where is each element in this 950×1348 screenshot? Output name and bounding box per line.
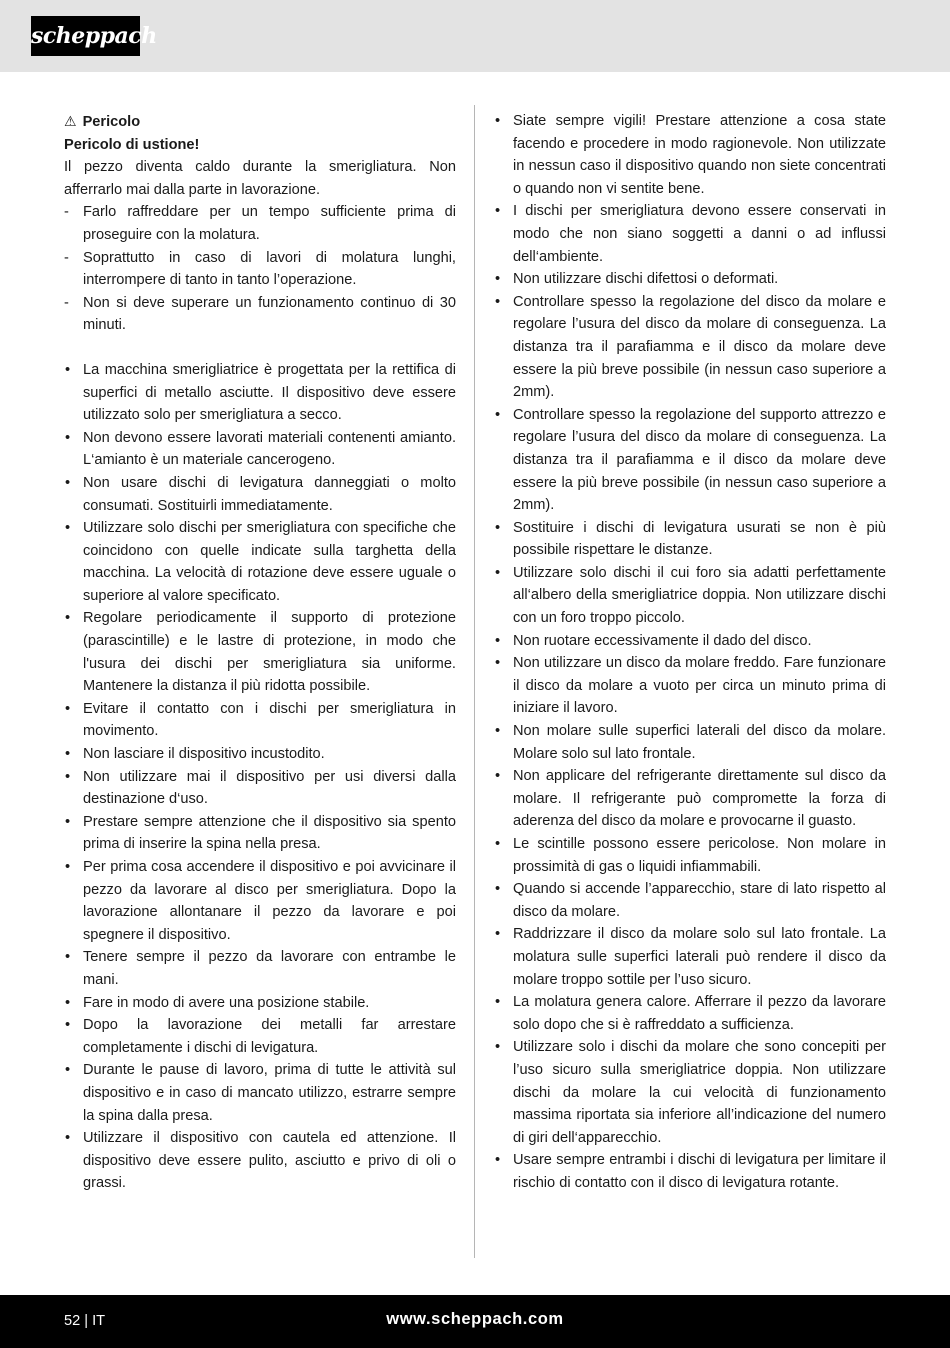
left-bullet-list <box>64 359 456 1195</box>
list-item: • Non utilizzare mai il dispositivo per usi diversi dalla destinazione d‘uso. <box>65 768 456 808</box>
list-item: • Utilizzare il dispositivo con cautela ed attenzione. Il dispositivo deve essere pulito, asciutto e privo di oli o grassi. <box>65 1130 456 1192</box>
list-item: • Usare sempre entrambi i dischi di levigatura per limitare il rischio di contatto con il disco di levigatura rotante. <box>495 1152 886 1191</box>
list-item: • Non utilizzare dischi difettosi o deformati. <box>495 271 779 288</box>
list-item: • Utilizzare solo dischi il cui foro sia adatti perfettamente all‘albero della smerigliatrice doppia. Non utilizzare dischi con un foro troppo piccolo. <box>495 564 886 627</box>
list-item: • Le scintille possono essere pericolose. Non molare in prossimità di gas o liquidi infiammabili. <box>495 836 886 875</box>
list-item: - Non si deve superare un funzionamento continuo di 30 minuti. <box>64 294 456 334</box>
list-item: • Sostituire i dischi di levigatura usurati se non è più possibile rispettare le distanze. <box>495 519 886 559</box>
list-item: • I dischi per smerigliatura devono essere conservati in modo che non siano soggetti a danni o ad influssi dell‘ambiente. <box>495 203 886 265</box>
list-item: • Controllare spesso la regolazione del supporto attrezzo e regolare l’usura del disco da molare di conseguenza. La distanza tra il parafiamma e il disco da molare deve essere la più breve possibile (in nessun caso superiore a 2mm). <box>495 406 886 514</box>
list-item: • Non usare dischi di levigatura danneggiati o molto consumati. Sostituirli immediatamente. <box>65 474 456 514</box>
list-item: - Farlo raffreddare per un tempo sufficiente prima di proseguire con la molatura. <box>64 204 456 243</box>
list-item: • Per prima cosa accendere il dispositivo e poi avvicinare il pezzo da lavorare al disco per smerigliatura. Dopo la lavorazione allontanare il pezzo da lavorare e poi spegnere il dispositivo. <box>65 859 456 943</box>
left-column <box>64 110 456 1195</box>
list-item: • Durante le pause di lavoro, prima di tutte le attività sul dispositivo e in caso di mancato utilizzo, estrarre sempre la spina dalla presa. <box>65 1062 456 1124</box>
list-item: • Raddrizzare il disco da molare solo sul lato frontale. La molatura sulle superfici laterali può rendere il disco da molare troppo sottile per l’uso sicuro. <box>495 926 886 988</box>
warning-triangle-icon: ⚠ <box>64 113 77 129</box>
website-link[interactable]: www.scheppach.com <box>386 1310 564 1328</box>
page-footer <box>0 1295 950 1348</box>
list-item: • La macchina smerigliatrice è progettata per la rettifica di superfici di metallo asciutte. Il dispositivo deve essere utilizzato solo per smerigliatura a secco. <box>65 361 456 424</box>
warning-intro: Il pezzo diventa caldo durante la smerigliatura. Non afferrarlo mai dalla parte in lavorazione. <box>64 159 456 198</box>
list-item: • Siate sempre vigili! Prestare attenzione a cosa state facendo e procedere in modo ragionevole. Non utilizzate in nessun caso il dispositivo quando non siete concentrati o quando non vi sentite bene. <box>495 113 886 197</box>
list-item: • Prestare sempre attenzione che il dispositivo sia spento prima di inserire la spina nella presa. <box>65 813 456 853</box>
page-header <box>0 0 950 72</box>
page-number: 52 | IT <box>64 1313 106 1329</box>
scheppach-logo: scheppach <box>31 16 140 56</box>
warning-heading <box>64 110 456 134</box>
list-item: • Non utilizzare un disco da molare freddo. Fare funzionare il disco da molare a vuoto per circa un minuto prima di iniziare il lavoro. <box>495 655 886 717</box>
list-item: • La molatura genera calore. Afferrare il pezzo da lavorare solo dopo che si è raffreddato a sufficienza. <box>495 994 886 1033</box>
dash-list <box>64 201 456 337</box>
list-item: • Evitare il contatto con i dischi per smerigliatura in movimento. <box>65 700 456 740</box>
list-item: • Non lasciare il dispositivo incustodito. <box>65 746 325 763</box>
list-item: • Non molare sulle superfici laterali del disco da molare. Molare solo sul lato frontale. <box>495 723 886 762</box>
column-divider <box>474 105 475 1258</box>
list-item: • Regolare periodicamente il supporto di protezione (parascintille) e le lastre di protezione, in modo che l'usura dei dischi per smerigliatura sia uniforme. Mantenere la distanza il più ridotta possibile. <box>65 610 456 695</box>
warning-title: Pericolo <box>82 114 141 130</box>
list-item: • Dopo la lavorazione dei metalli far arrestare completamente i dischi di levigatura. <box>65 1017 456 1056</box>
list-item: • Utilizzare solo i dischi da molare che sono concepiti per l’uso sicuro sulla smerigliatrice doppia. Non utilizzare dischi da molare la cui velocità di funzionamento massima riportata sia inferiore all’indicazione del numero di giri dell‘apparecchio. <box>495 1039 886 1146</box>
list-item: • Tenere sempre il pezzo da lavorare con entrambe le mani. <box>65 949 456 988</box>
right-column <box>494 110 886 1195</box>
list-item: • Non ruotare eccessivamente il dado del disco. <box>495 632 812 649</box>
list-item: • Fare in modo di avere una posizione stabile. <box>65 994 370 1011</box>
list-item: • Utilizzare solo dischi per smerigliatura con specifiche che coincidono con quelle indicate sulla targhetta della macchina. La velocità di rotazione deve essere uguale o superiore al valore specificato. <box>65 520 456 604</box>
list-item: - Soprattutto in caso di lavori di molatura lunghi, interrompere di tanto in tanto l’operazione. <box>64 249 456 289</box>
list-item: • Controllare spesso la regolazione del disco da molare e regolare l’usura del disco da molare di conseguenza. La distanza tra il parafiamma e il disco da molare deve essere la più breve possibile (in nessun caso superiore a 2mm). <box>495 293 886 401</box>
list-item: • Non devono essere lavorati materiali contenenti amianto. L‘amianto è un materiale cancerogeno. <box>65 429 456 469</box>
right-bullet-list <box>494 110 886 1195</box>
list-item: • Non applicare del refrigerante direttamente sul disco da molare. Il refrigerante può compromette la forza di aderenza del disco da molare e provocarne il guasto. <box>495 768 886 830</box>
warning-subtitle: Pericolo di ustione! <box>64 136 200 153</box>
list-item: • Quando si accende l’apparecchio, stare di lato rispetto al disco da molare. <box>495 881 886 920</box>
